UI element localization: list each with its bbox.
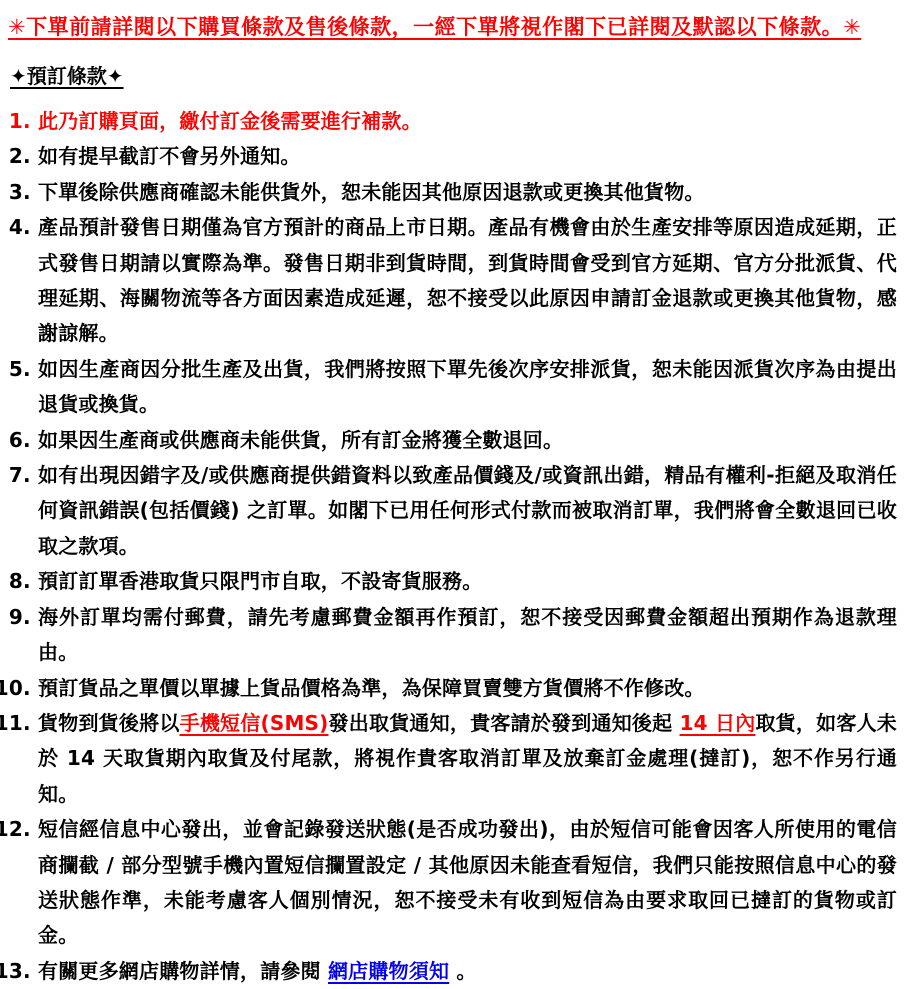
term-item-13 [38,954,897,989]
term-text: 取貨，如客人未於 14 天取貨期內取貨及付尾款，將視作貴客取消訂單及放棄訂金處理(撻訂)，恕不作另行通知。 [38,710,897,806]
term-item-1 [38,104,897,139]
term-item-11 [38,706,897,812]
term-text: 有關更多網店購物詳情，請參閱 [38,958,328,983]
term-text: 此乃訂購頁面，繳付訂金後需要進行補款。 [38,109,422,133]
sms-notice-highlight: 手機短信(SMS) [179,710,329,735]
term-item-7 [38,458,897,564]
term-item-8 [38,564,897,599]
term-item-2 [38,139,897,174]
term-item-4 [38,210,897,352]
section-title-preorder-terms: ✦預訂條款✦ [10,64,124,88]
term-item-6 [38,423,897,458]
term-item-5 [38,352,897,423]
term-text: 。 [449,958,477,983]
term-item-3 [38,175,897,210]
pickup-deadline-highlight: 14 日內 [679,710,756,735]
term-text: 如因生產商因分批生產及出貨，我們將按照下單先後次序安排派貨，恕未能因派貨次序為由提出退貨或換貨。 [38,356,897,417]
term-text: 如果因生產商或供應商未能供貨，所有訂金將獲全數退回。 [38,427,564,452]
term-text: 如有提早截訂不會另外通知。 [38,144,301,169]
term-item-12 [38,812,897,954]
purchase-notice-banner: ✳下單前請詳閱以下購買條款及售後條款，一經下單將視作閣下已詳閱及默認以下條款。✳ [8,15,862,39]
term-text: 海外訂單均需付郵費，請先考慮郵費金額再作預訂，恕不接受因郵費金額超出預期作為退款理由。 [38,604,897,665]
term-text: 貨物到貨後將以 [38,710,180,735]
term-text: 產品預計發售日期僅為官方預計的商品上市日期。產品有機會由於生產安排等原因造成延期，正式發售日期請以實際為準。發售日期非到貨時間，到貨時間會受到官方延期、官方分批派貨、代理延期、海關物流等各方面因素造成延遲，恕不接受以此原因申請訂金退款或更換其他貨物，感謝諒解。 [38,215,897,346]
term-text: 下單後除供應商確認未能供貨外，恕未能因其他原因退款或更換其他貨物。 [38,179,705,204]
shop-guide-link[interactable]: 網店購物須知 [327,958,450,983]
term-item-9 [38,600,897,671]
term-text: 預訂貨品之單價以單據上貨品價格為準，為保障買賣雙方貨價將不作修改。 [38,675,705,700]
term-text: 短信經信息中心發出，並會記錄發送狀態(是否成功發出)，由於短信可能會因客人所使用的電信商攔截 / 部分型號手機內置短信攔置設定 / 其他原因未能查看短信，我們只能按照信息中心的發送狀態作準，未能考慮客人個別情況，恕不接受未有收到短信為由要求取回已撻訂的貨物或訂金。 [38,817,897,948]
term-text: 如有出現因錯字及/或供應商提供錯資料以致產品價錢及/或資訊出錯，精品有權利-拒絕及取消任何資訊錯誤(包括價錢) 之訂單。如閣下已用任何形式付款而被取消訂單，我們將會全數退回已收取之款項。 [38,463,897,558]
term-item-10 [38,671,897,706]
terms-list [8,104,897,989]
term-text: 發出取貨通知，貴客請於發到通知後起 [328,710,680,735]
term-text: 預訂訂單香港取貨只限門市自取，不設寄貨服務。 [38,569,483,594]
